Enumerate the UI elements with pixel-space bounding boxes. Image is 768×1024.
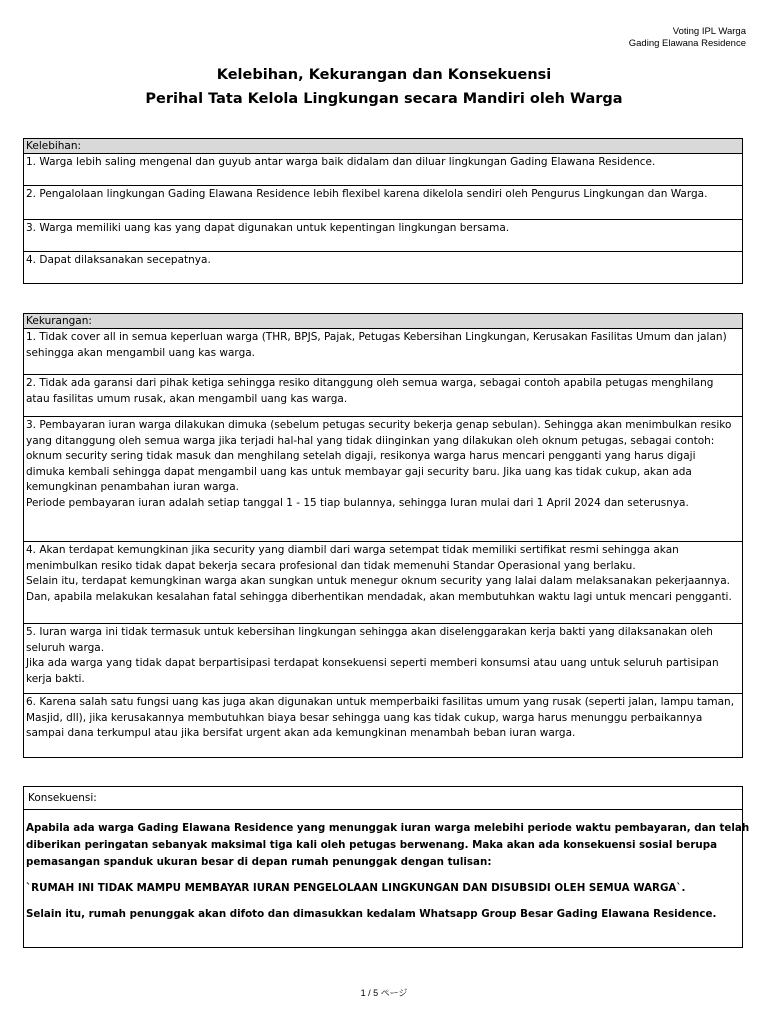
kelebihan-row xyxy=(24,220,742,252)
konsekuensi-heading: Konsekuensi: xyxy=(24,787,742,810)
row-text: 4. Akan terdapat kemungkinan jika security yang diambil dari warga setempat tidak memiliki sertifikat resmi sehingga akan xyxy=(26,544,679,556)
row-text: 1. Tidak cover all in semua keperluan warga (THR, BPJS, Pajak, Petugas Kebersihan Lingkungan, Kerusakan Fasilitas Umum dan jalan) xyxy=(26,331,727,343)
kekurangan-row xyxy=(24,624,742,694)
row-text: 5. Iuran warga ini tidak termasuk untuk kebersihan lingkungan sehingga akan diselenggarakan kerja bakti yang dilaksanakan oleh xyxy=(26,626,713,638)
row-text: 2. Tidak ada garansi dari pihak ketiga sehingga resiko ditanggung oleh semua warga, sebagai contoh apabila petugas menghilang xyxy=(26,377,714,389)
kelebihan-row xyxy=(24,154,742,186)
kelebihan-table xyxy=(23,138,743,284)
row-text: Selain itu, terdapat kemungkinan warga akan sungkan untuk menegur oknum security yang lalai dalam melaksanakan pekerjaannya. xyxy=(26,575,731,587)
header-line-1: Voting IPL Warga xyxy=(672,26,746,37)
row-text: seluruh warga. xyxy=(26,641,105,654)
row-text: menimbulkan resiko tidak dapat bekerja secara profesional dan tidak memenuhi Standar Operasional yang berlaku. xyxy=(26,559,636,572)
row-text: dimuka kembali sehingga dapat mengambil uang kas untuk membayar gaji security baru. Jika uang kas tidak cukup, akan ada xyxy=(26,465,692,478)
row-text: atau fasilitas umum rusak, akan mengambil uang kas warga. xyxy=(26,392,348,405)
kekurangan-row xyxy=(24,329,742,375)
row-text: sampai dana terkumpul atau jika bersifat urgent akan ada kemungkinan menambah beban iuran warga. xyxy=(26,727,576,739)
document-title-line-1: Kelebihan, Kekurangan dan Konsekuensi xyxy=(216,67,552,83)
spacer xyxy=(26,871,740,880)
row-text: kemungkinan penambahan iuran warga. xyxy=(26,481,239,493)
konsekuensi-text: diberikan peringatan sebanyak maksimal tiga kali oleh petugas berwenang. Maka akan ada konsekuensi sosial berupa xyxy=(26,839,718,851)
row-text: Periode pembayaran iuran adalah setiap tanggal 1 - 15 tiap bulannya, sehingga Iuran mulai dari 1 April 2024 dan seterusnya. xyxy=(26,496,689,509)
konsekuensi-text: Selain itu, rumah penunggak akan difoto dan dimasukkan kedalam Whatsapp Group Besar Gading Elawana Residence. xyxy=(26,908,717,920)
page-header xyxy=(629,26,746,50)
kekurangan-table xyxy=(23,313,743,758)
banner-text: `RUMAH INI TIDAK MAMPU MEMBAYAR IURAN PENGELOLAAN LINGKUNGAN DAN DISUBSIDI OLEH SEMUA WARGA`. xyxy=(26,882,686,894)
row-text: 3. Warga memiliki uang kas yang dapat digunakan untuk kepentingan lingkungan bersama. xyxy=(26,222,510,234)
konsekuensi-text: pemasangan spanduk ukuran besar di depan rumah penunggak dengan tulisan: xyxy=(26,856,492,868)
kekurangan-row xyxy=(24,694,742,756)
kelebihan-row xyxy=(24,252,742,283)
konsekuensi-body xyxy=(24,810,750,923)
konsekuensi-text: Apabila ada warga Gading Elawana Residence yang menunggak iuran warga melebihi periode waktu pembayaran, dan telah xyxy=(26,822,750,834)
konsekuensi-table xyxy=(23,786,750,948)
row-text: 2. Pengalolaan lingkungan Gading Elawana Residence lebih flexibel karena dikelola sendiri oleh Pengurus Lingkungan dan Warga. xyxy=(26,188,708,200)
kekurangan-row xyxy=(24,417,742,542)
row-text: oknum security sering tidak masuk dan menghilang setelah digaji, resikonya warga harus mencari pengganti yang harus digaji xyxy=(26,450,696,462)
row-text: kerja bakti. xyxy=(26,672,85,685)
kelebihan-heading: Kelebihan: xyxy=(24,139,742,154)
row-text: yang ditanggung oleh semua warga jika terjadi hal-hal yang tidak diinginkan yang dilakukan oleh oknum petugas, sebagai contoh: xyxy=(26,434,715,447)
header-line-2: Gading Elawana Residence xyxy=(628,38,746,49)
document-title-line-2: Perihal Tata Kelola Lingkungan secara Mandiri oleh Warga xyxy=(145,91,623,107)
kekurangan-row xyxy=(24,375,742,417)
row-text: Dan, apabila melakukan kesalahan fatal sehingga diberhentikan mendadak, akan membutuhkan waktu lagi untuk mencari pengganti. xyxy=(26,590,732,603)
page-number: 1 / 5 ページ xyxy=(360,988,408,998)
kelebihan-row xyxy=(24,186,742,220)
row-text: 6. Karena salah satu fungsi uang kas juga akan digunakan untuk memperbaiki fasilitas umum yang rusak (seperti jalan, lampu taman, xyxy=(26,696,735,708)
row-text: 3. Pembayaran iuran warga dilakukan dimuka (sebelum petugas security bekerja genap sebulan). Sehingga akan menimbulkan resiko xyxy=(26,419,732,431)
row-text: 4. Dapat dilaksanakan secepatnya. xyxy=(26,254,211,266)
row-text: Masjid, dll), jika kerusakannya membutuhkan biaya besar sehingga uang kas tidak cukup, warga harus menunggu perbaikannya xyxy=(26,711,703,724)
row-text: 1. Warga lebih saling mengenal dan guyub antar warga baik didalam dan diluar lingkungan Gading Elawana Residence. xyxy=(26,156,656,168)
spacer xyxy=(26,897,740,906)
row-text: Jika ada warga yang tidak dapat berpartisipasi terdapat konsekuensi seperti memberi konsumsi atau uang untuk seluruh partisipan xyxy=(26,657,719,669)
row-text: sehingga akan mengambil uang kas warga. xyxy=(26,346,256,359)
kekurangan-row xyxy=(24,542,742,624)
kekurangan-heading: Kekurangan: xyxy=(24,314,742,329)
